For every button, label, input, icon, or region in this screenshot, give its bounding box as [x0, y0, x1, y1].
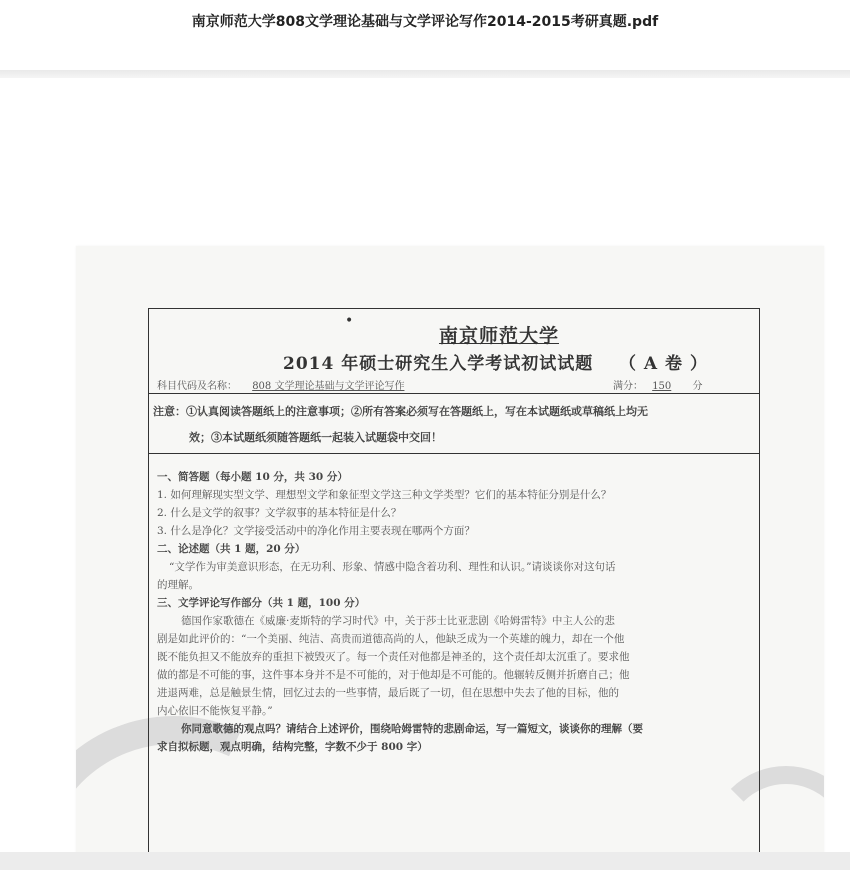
university-name: 南京师范大学 — [438, 325, 559, 347]
subject-label: 科目代码及名称： — [157, 381, 237, 392]
notice-line-2: 效；③本试题纸须随答题纸一起装入试题袋中交回！ — [189, 431, 442, 444]
notice-bottom-border — [149, 453, 759, 454]
section-3-paragraph-line-4: 做的都是不可能的事，这件事本身并不是不可能的，对于他却是不可能的。他辗转反侧并折磨自己；他 — [157, 669, 630, 681]
bottom-toolbar — [0, 852, 850, 870]
score-field — [613, 377, 702, 392]
score-unit: 分 — [692, 381, 703, 392]
subject-row — [157, 377, 747, 392]
notice-top-border — [149, 393, 759, 394]
section-3-paragraph-line-2: 剧是如此评价的：“一个美丽、纯洁、高贵而道德高尚的人，他缺乏成为一个英雄的魄力，却在一个他 — [157, 633, 625, 645]
document-header — [0, 0, 850, 70]
section-1-heading: 一、简答题（每小题 10 分，共 30 分） — [157, 471, 348, 483]
header-divider — [0, 70, 850, 78]
section-2-question-line-1: “文学作为审美意识形态，在无功利、形象、情感中隐含着功利、理性和认识。”请谈谈你对这句话 — [169, 561, 616, 573]
section-3-task-line-2: 求自拟标题，观点明确，结构完整，字数不少于 800 字） — [157, 741, 428, 753]
section-3-heading: 三、文学评论写作部分（共 1 题，100 分） — [157, 597, 366, 609]
section-1-question-2: 2. 什么是文学的叙事？文学叙事的基本特征是什么？ — [157, 507, 402, 519]
subject-value: 808 文学理论基础与文学评论写作 — [252, 381, 405, 392]
pdf-viewer[interactable] — [0, 78, 850, 852]
score-value: 150 — [652, 381, 672, 392]
file-title: 南京师范大学808文学理论基础与文学评论写作2014-2015考研真题.pdf — [191, 14, 659, 30]
section-3-paragraph-line-3: 既不能负担又不能放弃的重担下被毁灭了。每一个责任对他都是神圣的，这个责任却太沉重了。要求他 — [157, 651, 630, 663]
scanned-page — [76, 246, 824, 852]
section-1-question-3: 3. 什么是净化？文学接受活动中的净化作用主要表现在哪两个方面？ — [157, 525, 475, 537]
exam-volume: （ A 卷 ） — [619, 354, 708, 374]
section-2-question-line-2: 的理解。 — [157, 579, 199, 591]
section-3-paragraph-line-6: 内心依旧不能恢复平静。” — [157, 705, 273, 717]
notice-line-1: 注意：①认真阅读答题纸上的注意事项；②所有答案必须写在答题纸上，写在本试题纸或草稿纸上均无 — [153, 405, 648, 418]
score-label: 满分： — [613, 381, 643, 392]
section-3-paragraph-line-5: 进退两难，总是触景生情，回忆过去的一些事情，最后既了一切，但在思想中失去了他的目标，他的 — [157, 687, 619, 699]
section-2-heading: 二、论述题（共 1 题，20 分） — [157, 543, 306, 555]
exam-sheet: • 南京师范大学 2014 年硕士研究生入学考试初试试题 （ A 卷 ） 科目代码及名称： 808 文学理论基础与文学评论写作 满分： 150 分 注意：①认真阅读答题纸上的注意事项；②所有答案必须写在答题纸上，写在本试题纸或草稿纸上均无 效；③本试题纸须随答题纸一起装入试题袋中交回！ 一、简答题（每小题 10 分，共 30 分） 1. 如何理解现实型文学、理想型文学和象征型文学这三种文学类型？它们的基本特征分别是什么？ 2. 什么是文学的叙事？文学叙事的基本特征是什么？ 3. 什么是净化？文学接受活动中的净化作用主要表现在哪两个方面？ 二、论述题（共 1 题，20 分） “文学作为审美意识形态，在无功利、形象、情感中隐含着功利、理性和认识。”请谈谈你对这句话 的理解。 三、文学评论写作部分（共 1 题，100 分） 德国作家歌德在《威廉·麦斯特的学习时代》中，关于莎士比亚悲剧《哈姆雷特》中主人公的悲 剧是如此评价的：“一个美丽、纯洁、高贵而道德高尚的人，他缺乏成为一个英雄的魄力，却在一个他 既不能负担又不能放弃的重担下被毁灭了。每一个责任对他都是神圣的，这个责任却太沉重了。要求他 做的都是不可能的事，这件事本身并不是不可能的，对于他却是不可能的。他辗转反侧并折磨自己；他 进退两难，总是触景生情，回忆过去的一些事情，最后既了一切，但在思想中失去了他的目标，他的 内心依旧不能恢复平静。” 你同意歌德的观点吗？请结合上述评价，围绕哈姆雷特的悲剧命运，写一篇短文，谈谈你的理解（要 求自拟标题，观点明确，结构完整，字数不少于 800 字） — [148, 308, 760, 852]
section-1-question-1: 1. 如何理解现实型文学、理想型文学和象征型文学这三种文学类型？它们的基本特征分别是什么？ — [157, 489, 612, 501]
section-3-paragraph-line-1: 德国作家歌德在《威廉·麦斯特的学习时代》中，关于莎士比亚悲剧《哈姆雷特》中主人公的悲 — [181, 615, 615, 627]
exam-title: 2014 年硕士研究生入学考试初试试题 — [283, 354, 594, 374]
section-3-task-line-1: 你同意歌德的观点吗？请结合上述评价，围绕哈姆雷特的悲剧命运，写一篇短文，谈谈你的理解（要 — [181, 723, 643, 735]
